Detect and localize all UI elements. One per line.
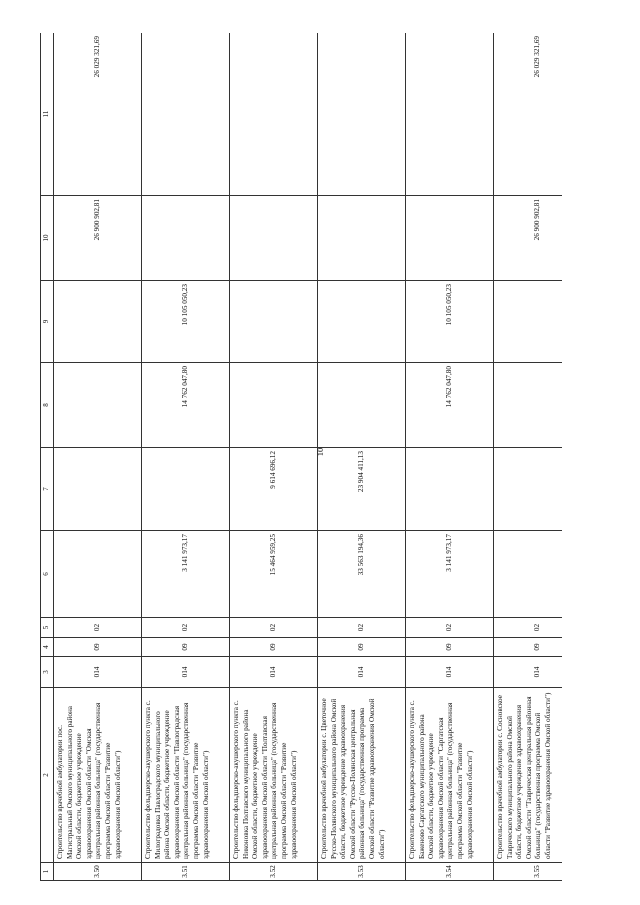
amount-col-7 bbox=[406, 448, 494, 531]
amount-col-8 bbox=[494, 363, 563, 448]
column-number: 7 bbox=[41, 448, 54, 531]
code-col-5: 02 bbox=[54, 618, 142, 638]
row-number: 3.54 bbox=[406, 863, 494, 881]
rotated-table-frame bbox=[40, 33, 562, 881]
column-number: 2 bbox=[41, 688, 54, 863]
amount-col-8 bbox=[318, 363, 406, 448]
amount-col-9 bbox=[230, 281, 318, 363]
amount-col-10 bbox=[230, 196, 318, 281]
amount-col-10 bbox=[406, 196, 494, 281]
amount-col-11: 26 029 321,69 bbox=[494, 33, 563, 196]
row-description: Строительство фельдшерско-акушерского пункта с. Милоградовка Павлоградского муниципального района Омской области, бюджетное учреждение здравоохранения Омской области "Павлоградская центральная районная больница" (государственная программа Омской области "Развитие здравоохранения Омской области") bbox=[142, 688, 230, 863]
row-number: 3.51 bbox=[142, 863, 230, 881]
code-col-3: 014 bbox=[230, 657, 318, 688]
code-col-5: 02 bbox=[142, 618, 230, 638]
table-row bbox=[54, 33, 142, 881]
amount-col-11 bbox=[318, 33, 406, 196]
amount-col-6: 33 563 194,36 bbox=[318, 531, 406, 618]
amount-col-9: 10 105 050,23 bbox=[142, 281, 230, 363]
code-col-4: 09 bbox=[318, 638, 406, 657]
amount-col-6: 3 141 973,17 bbox=[406, 531, 494, 618]
code-col-5: 02 bbox=[494, 618, 563, 638]
table-row bbox=[494, 33, 563, 881]
table-row bbox=[230, 33, 318, 881]
amount-col-9 bbox=[318, 281, 406, 363]
row-description: Строительство врачебной амбулатории с. Цветочное Русско-Полянского муниципального района Омской области, бюджетное учреждение здравоохранения Омской области "Русско-Полянская центральная районная больница" (государственная программа Омской области "Развитие здравоохранения Омской области") bbox=[318, 688, 406, 863]
amount-col-7 bbox=[54, 448, 142, 531]
budget-table bbox=[40, 33, 562, 881]
code-col-5: 02 bbox=[230, 618, 318, 638]
code-col-5: 02 bbox=[406, 618, 494, 638]
amount-col-8 bbox=[54, 363, 142, 448]
table-row bbox=[142, 33, 230, 881]
amount-col-6: 3 141 973,17 bbox=[142, 531, 230, 618]
amount-col-6 bbox=[54, 531, 142, 618]
column-number-row bbox=[41, 33, 54, 881]
row-description: Строительство фельдшерско-акушерского пункта с. Никоновка Полтавского муниципального района Омской области, бюджетное учреждение здравоохранения Омской области "Полтавская центральная районная больница" (государственная программа Омской области "Развитие здравоохранения Омской области") bbox=[230, 688, 318, 863]
row-number: 3.50 bbox=[54, 863, 142, 881]
row-description: Строительство врачебной амбулатории с. Сосновское Таврического муниципального района Омской области, бюджетное учреждение здравоохранения Омской области "Таврическая центральная районная больница" (государственная программа Омской области "Развитие здравоохранения Омской области") bbox=[494, 688, 563, 863]
column-number: 1 bbox=[41, 863, 54, 881]
amount-col-10 bbox=[142, 196, 230, 281]
amount-col-10: 26 900 902,81 bbox=[54, 196, 142, 281]
code-col-4: 09 bbox=[54, 638, 142, 657]
code-col-3: 014 bbox=[142, 657, 230, 688]
column-number: 3 bbox=[41, 657, 54, 688]
row-number: 3.55 bbox=[494, 863, 563, 881]
row-number: 3.53 bbox=[318, 863, 406, 881]
code-col-4: 09 bbox=[142, 638, 230, 657]
column-number: 11 bbox=[41, 33, 54, 196]
row-description: Строительство врачебной амбулатории пос. Магистральный Омского муниципального района Омской области, бюджетное учреждение здравоохранения Омской области "Омская центральная районная больница" (государственная программа Омской области "Развитие здравоохранения Омской области") bbox=[54, 688, 142, 863]
amount-col-8 bbox=[230, 363, 318, 448]
code-col-4: 09 bbox=[494, 638, 563, 657]
amount-col-10 bbox=[318, 196, 406, 281]
amount-col-9 bbox=[494, 281, 563, 363]
code-col-5: 02 bbox=[318, 618, 406, 638]
code-col-4: 09 bbox=[230, 638, 318, 657]
amount-col-7: 23 904 411,13 bbox=[318, 448, 406, 531]
table-row bbox=[406, 33, 494, 881]
amount-col-9: 10 105 050,23 bbox=[406, 281, 494, 363]
row-number: 3.52 bbox=[230, 863, 318, 881]
code-col-3: 014 bbox=[318, 657, 406, 688]
amount-col-11: 26 029 321,69 bbox=[54, 33, 142, 196]
amount-col-11 bbox=[142, 33, 230, 196]
row-description: Строительство фельдшерско-акушерского пункта с. Баженово Саргатского муниципального района Омской области, бюджетное учреждение здравоохранения Омской области "Саргатская центральная районная больница" (государственная программа Омской области "Развитие здравоохранения Омской области") bbox=[406, 688, 494, 863]
amount-col-10: 26 900 902,81 bbox=[494, 196, 563, 281]
column-number: 8 bbox=[41, 363, 54, 448]
code-col-3: 014 bbox=[54, 657, 142, 688]
column-number: 9 bbox=[41, 281, 54, 363]
column-number: 4 bbox=[41, 638, 54, 657]
column-number: 6 bbox=[41, 531, 54, 618]
amount-col-11 bbox=[230, 33, 318, 196]
amount-col-7: 9 614 696,12 bbox=[230, 448, 318, 531]
amount-col-6: 15 464 959,25 bbox=[230, 531, 318, 618]
amount-col-7 bbox=[494, 448, 563, 531]
code-col-3: 014 bbox=[494, 657, 563, 688]
table-row bbox=[318, 33, 406, 881]
code-col-4: 09 bbox=[406, 638, 494, 657]
budget-table-container bbox=[40, 33, 562, 881]
amount-col-7 bbox=[142, 448, 230, 531]
code-col-3: 014 bbox=[406, 657, 494, 688]
amount-col-8: 14 762 047,80 bbox=[142, 363, 230, 448]
column-number: 10 bbox=[41, 196, 54, 281]
column-number: 5 bbox=[41, 618, 54, 638]
amount-col-11 bbox=[406, 33, 494, 196]
amount-col-6 bbox=[494, 531, 563, 618]
amount-col-9 bbox=[54, 281, 142, 363]
amount-col-8: 14 762 047,80 bbox=[406, 363, 494, 448]
page-number: 10 bbox=[315, 447, 325, 457]
